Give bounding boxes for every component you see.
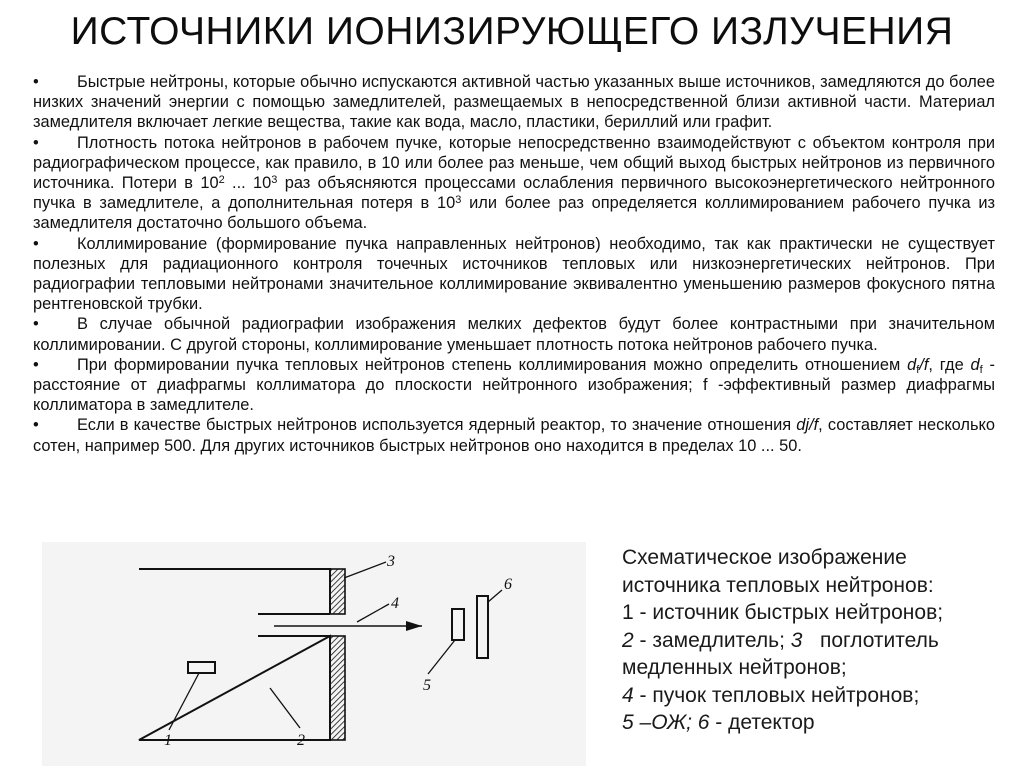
bullet-text: Если в качестве быстрых нейтронов используется ядерный реактор, то значение отношения <box>77 416 797 435</box>
bullet-marker: • <box>33 133 39 152</box>
formula-var: dj/f <box>796 416 819 435</box>
bullet-item-1 <box>33 72 995 133</box>
neutron-source-diagram <box>42 542 586 766</box>
caption-text: - замедлитель; <box>633 628 791 652</box>
caption-number: 2 <box>622 628 634 652</box>
diagram-label-5: 5 <box>423 677 431 694</box>
diagram-label-6: 6 <box>504 576 512 593</box>
bullet-marker: • <box>33 73 39 91</box>
bullet-text: Коллимирование (формирование пучка направленных нейтронов) необходимо, так как практически не существует полезных для радиационного контроля точечных источников тепловых или низкоэнергетических нейтронов. При радиографии тепловыми нейтронами значительное коллимирование эквивалентно уменьшению размеров фокусного пятна рентгеновской трубки. <box>33 234 995 314</box>
caption-line <box>622 709 1022 737</box>
diagram-label-1: 1 <box>164 732 172 749</box>
formula-var: d <box>970 355 980 374</box>
diagram-label-2: 2 <box>297 732 305 749</box>
caption-number: 6 <box>697 711 710 734</box>
diagram-caption <box>622 544 1022 737</box>
leader-3 <box>344 562 386 578</box>
bullet-item-3 <box>33 234 995 315</box>
moderator-outline <box>139 569 330 740</box>
bullet-text: или более раз определяется коллимированием рабочего пучка из замедлителя достаточно большого объема. <box>33 194 995 233</box>
caption-text: поглотитель <box>802 628 939 652</box>
caption-number: 3 <box>790 628 803 652</box>
diagram-label-4: 4 <box>391 595 399 612</box>
bullet-item-6 <box>33 415 995 455</box>
bullet-marker: • <box>33 416 39 435</box>
detector-6 <box>477 596 488 658</box>
bullet-text: В случае обычной радиографии изображения мелких дефектов будут более контрастными при значительном коллимировании. С другой стороны, коллимирование уменьшает плотность потока нейтронов рабочего пучка. <box>33 315 995 354</box>
bullet-text: Плотность потока нейтронов в рабочем пучке, которые непосредственно взаимодействуют с объектом контроля при радиографическом процессе, как правило, в 10 или более раз меньше, чем общий выход быстрых нейтронов из первичного источника. Потери в 10 <box>33 133 995 193</box>
bullet-item-2 <box>33 133 995 234</box>
bullet-marker: • <box>33 315 39 334</box>
object-5 <box>452 609 464 640</box>
subscript: f <box>916 363 920 376</box>
superscript: 3 <box>455 194 462 207</box>
leader-5 <box>428 640 455 674</box>
caption-line: источника тепловых нейтронов: <box>622 573 934 597</box>
bullet-item-4 <box>33 314 995 354</box>
bullet-list <box>33 72 995 456</box>
formula-var: d <box>907 355 917 374</box>
bullet-text: раз объясняются процессами ослабления первичного высокоэнергетического нейтронного пучка в замедлителе, а дополнительная потеря в 10 <box>33 174 995 213</box>
leader-2 <box>270 688 300 728</box>
leader-4 <box>357 604 389 622</box>
superscript: 2 <box>218 174 225 187</box>
caption-line: медленных нейтронов; <box>622 656 847 679</box>
bullet-text: , составляет несколько сотен, например 500. Для других источников быстрых нейтронов оно находится в пределах 10 ... 50. <box>33 416 995 455</box>
leader-6 <box>488 590 502 602</box>
caption-line: 1 - источник быстрых нейтронов; <box>622 601 944 624</box>
bullet-text: Быстрые нейтроны, которые обычно испускаются активной частью указанных выше источников, замедляются до более низких значений энергии с помощью замедлителей, размещаемых в непосредственной близи активной части. Материал замедлителя включает легкие вещества, такие как вода, масло, пластики, бериллий или графит. <box>33 73 995 132</box>
bullet-item-5 <box>33 355 995 416</box>
caption-number: 4 <box>622 683 634 707</box>
bullet-marker: • <box>33 234 39 253</box>
caption-text: - детектор <box>709 711 815 734</box>
absorber-upper <box>330 569 345 614</box>
bullet-marker: • <box>33 355 39 374</box>
diagram-label-3: 3 <box>387 553 395 570</box>
diagram-svg <box>42 542 586 766</box>
caption-line <box>622 682 1022 710</box>
caption-number: 5 <box>622 711 634 734</box>
bullet-text: При формировании пучка тепловых нейтронов степень коллимирования можно определить отношением <box>77 355 908 374</box>
bullet-text: ... 10 <box>224 174 272 193</box>
subscript: f <box>979 363 983 376</box>
fast-neutron-source <box>188 662 215 673</box>
bullet-text: , где <box>928 355 971 374</box>
page-title: ИСТОЧНИКИ ИОНИЗИРУЮЩЕГО ИЗЛУЧЕНИЯ <box>70 10 954 53</box>
caption-line <box>622 627 1022 655</box>
caption-line: Схематическое изображение <box>622 546 907 569</box>
formula-var: /f <box>919 355 929 374</box>
superscript: 3 <box>271 174 278 187</box>
caption-text: - пучок тепловых нейтронов; <box>633 683 920 707</box>
bullet-text: - расстояние от диафрагмы коллиматора до плоскости нейтронного изображения; f -эффективный размер диафрагмы коллиматора в замедлителе. <box>33 355 996 415</box>
absorber-lower <box>330 636 345 740</box>
leader-1 <box>169 673 199 730</box>
caption-text: –ОЖ; <box>633 711 698 734</box>
beam-arrowhead <box>406 621 422 631</box>
